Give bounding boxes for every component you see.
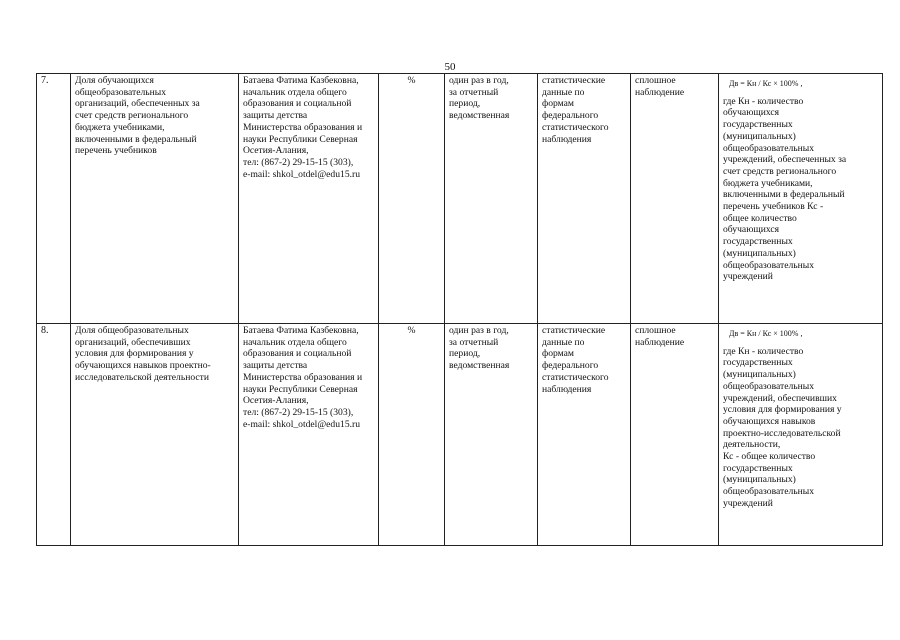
formula-definition: где Кн - количество обучающихся государственных (муниципальных) общеобразовательных учреждений, обеспеченных за счет средств регионального бюджета учебниками, включенными в федеральный перечень учебников Кс - общее количество обучающихся государственных (муниципальных) общеобразовательных учреждений bbox=[723, 95, 847, 283]
table-row bbox=[37, 324, 883, 546]
calculation-cell bbox=[719, 324, 883, 546]
collection-method: сплошное наблюдение bbox=[631, 324, 719, 546]
formula: Дв = Кн / Кс × 100% , bbox=[729, 79, 803, 88]
indicator-name: Доля общеобразовательных организаций, обеспечивших условия для формирования у обучающихся навыков проектно- исследовательской деятельности bbox=[71, 324, 239, 546]
responsible-person: Батаева Фатима Казбековна, начальник отдела общего образования и социальной защиты детства Министерства образования и науки Республики Северная Осетия-Алания, тел: (867-2) 29-15-15 (303), e-mail: shkol_otdel@edu15.ru bbox=[239, 74, 379, 324]
collection-method: сплошное наблюдение bbox=[631, 74, 719, 324]
periodicity: один раз в год, за отчетный период, ведомственная bbox=[445, 74, 538, 324]
periodicity: один раз в год, за отчетный период, ведомственная bbox=[445, 324, 538, 546]
indicators-table bbox=[36, 73, 883, 546]
data-source: статистические данные по формам федерального статистического наблюдения bbox=[538, 74, 631, 324]
responsible-person: Батаева Фатима Казбековна, начальник отдела общего образования и социальной защиты детства Министерства образования и науки Республики Северная Осетия-Алания, тел: (867-2) 29-15-15 (303), e-mail: shkol_otdel@edu15.ru bbox=[239, 324, 379, 546]
row-number: 8. bbox=[37, 324, 71, 546]
data-source: статистические данные по формам федерального статистического наблюдения bbox=[538, 324, 631, 546]
unit-of-measure: % bbox=[379, 324, 445, 546]
indicator-name: Доля обучающихся общеобразовательных организаций, обеспеченных за счет средств регионального бюджета учебниками, включенными в федеральный перечень учебников bbox=[71, 74, 239, 324]
page-number: 50 bbox=[444, 61, 456, 73]
formula-definition: где Кн - количество государственных (муниципальных) общеобразовательных учреждений, обеспечивших условия для формирования у обучающихся навыков проектно-исследовательской деятельности, Кс - общее количество государственных (муниципальных) общеобразовательных учреждений bbox=[723, 345, 842, 509]
unit-of-measure: % bbox=[379, 74, 445, 324]
formula: Дв = Кн / Кс × 100% , bbox=[729, 329, 803, 338]
table-row bbox=[37, 74, 883, 324]
calculation-cell bbox=[719, 74, 883, 324]
row-number: 7. bbox=[37, 74, 71, 324]
